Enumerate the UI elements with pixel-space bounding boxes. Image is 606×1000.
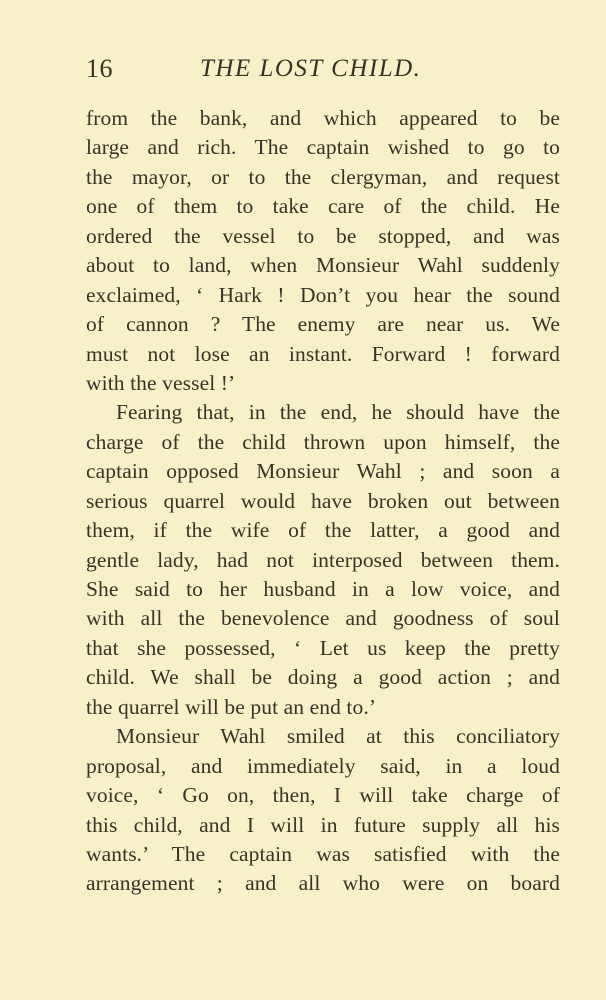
page-header bbox=[86, 52, 558, 86]
text-line: Fearing that, in the end, he should have the bbox=[116, 400, 560, 425]
text-line: of cannon ? The enemy are near us. We bbox=[86, 312, 560, 337]
text-line: with all the benevolence and goodness of soul bbox=[86, 606, 560, 631]
text-line: proposal, and immediately said, in a loud bbox=[86, 753, 560, 778]
text-line: that she possessed, ‘ Let us keep the pretty bbox=[86, 635, 560, 660]
text-line: serious quarrel would have broken out between bbox=[86, 488, 560, 513]
text-line: the quarrel will be put an end to.’ bbox=[86, 694, 377, 719]
text-line: exclaimed, ‘ Hark ! Don’t you hear the sound bbox=[86, 282, 560, 307]
running-head: THE LOST CHILD. bbox=[200, 55, 422, 82]
text-line: from the bank, and which appeared to be bbox=[86, 106, 560, 130]
text-line: wants.’ The captain was satisfied with the bbox=[86, 841, 560, 866]
text-line: Monsieur Wahl smiled at this conciliatory bbox=[116, 724, 560, 749]
text-line: gentle lady, had not interposed between them. bbox=[86, 547, 560, 572]
text-line: charge of the child thrown upon himself, the bbox=[86, 429, 560, 454]
text-line: them, if the wife of the latter, a good and bbox=[86, 518, 560, 543]
text-line: child. We shall be doing a good action ; and bbox=[86, 665, 560, 690]
text-line: about to land, when Monsieur Wahl suddenly bbox=[86, 253, 560, 278]
body-text bbox=[86, 104, 560, 899]
text-line: voice, ‘ Go on, then, I will take charge of bbox=[86, 783, 560, 808]
text-line: ordered the vessel to be stopped, and was bbox=[86, 223, 560, 248]
text-line: the mayor, or to the clergyman, and request bbox=[86, 164, 560, 189]
text-line: large and rich. The captain wished to go to bbox=[86, 135, 560, 160]
text-line: one of them to take care of the child. He bbox=[86, 194, 560, 219]
text-line: this child, and I will in future supply all his bbox=[86, 812, 560, 837]
text-line: with the vessel !’ bbox=[86, 370, 236, 395]
text-line: must not lose an instant. Forward ! forward bbox=[86, 341, 560, 366]
page-number: 16 bbox=[86, 54, 113, 83]
text-line: arrangement ; and all who were on board bbox=[86, 871, 560, 896]
text-line: She said to her husband in a low voice, and bbox=[86, 577, 560, 601]
text-line: captain opposed Monsieur Wahl ; and soon a bbox=[86, 459, 560, 484]
